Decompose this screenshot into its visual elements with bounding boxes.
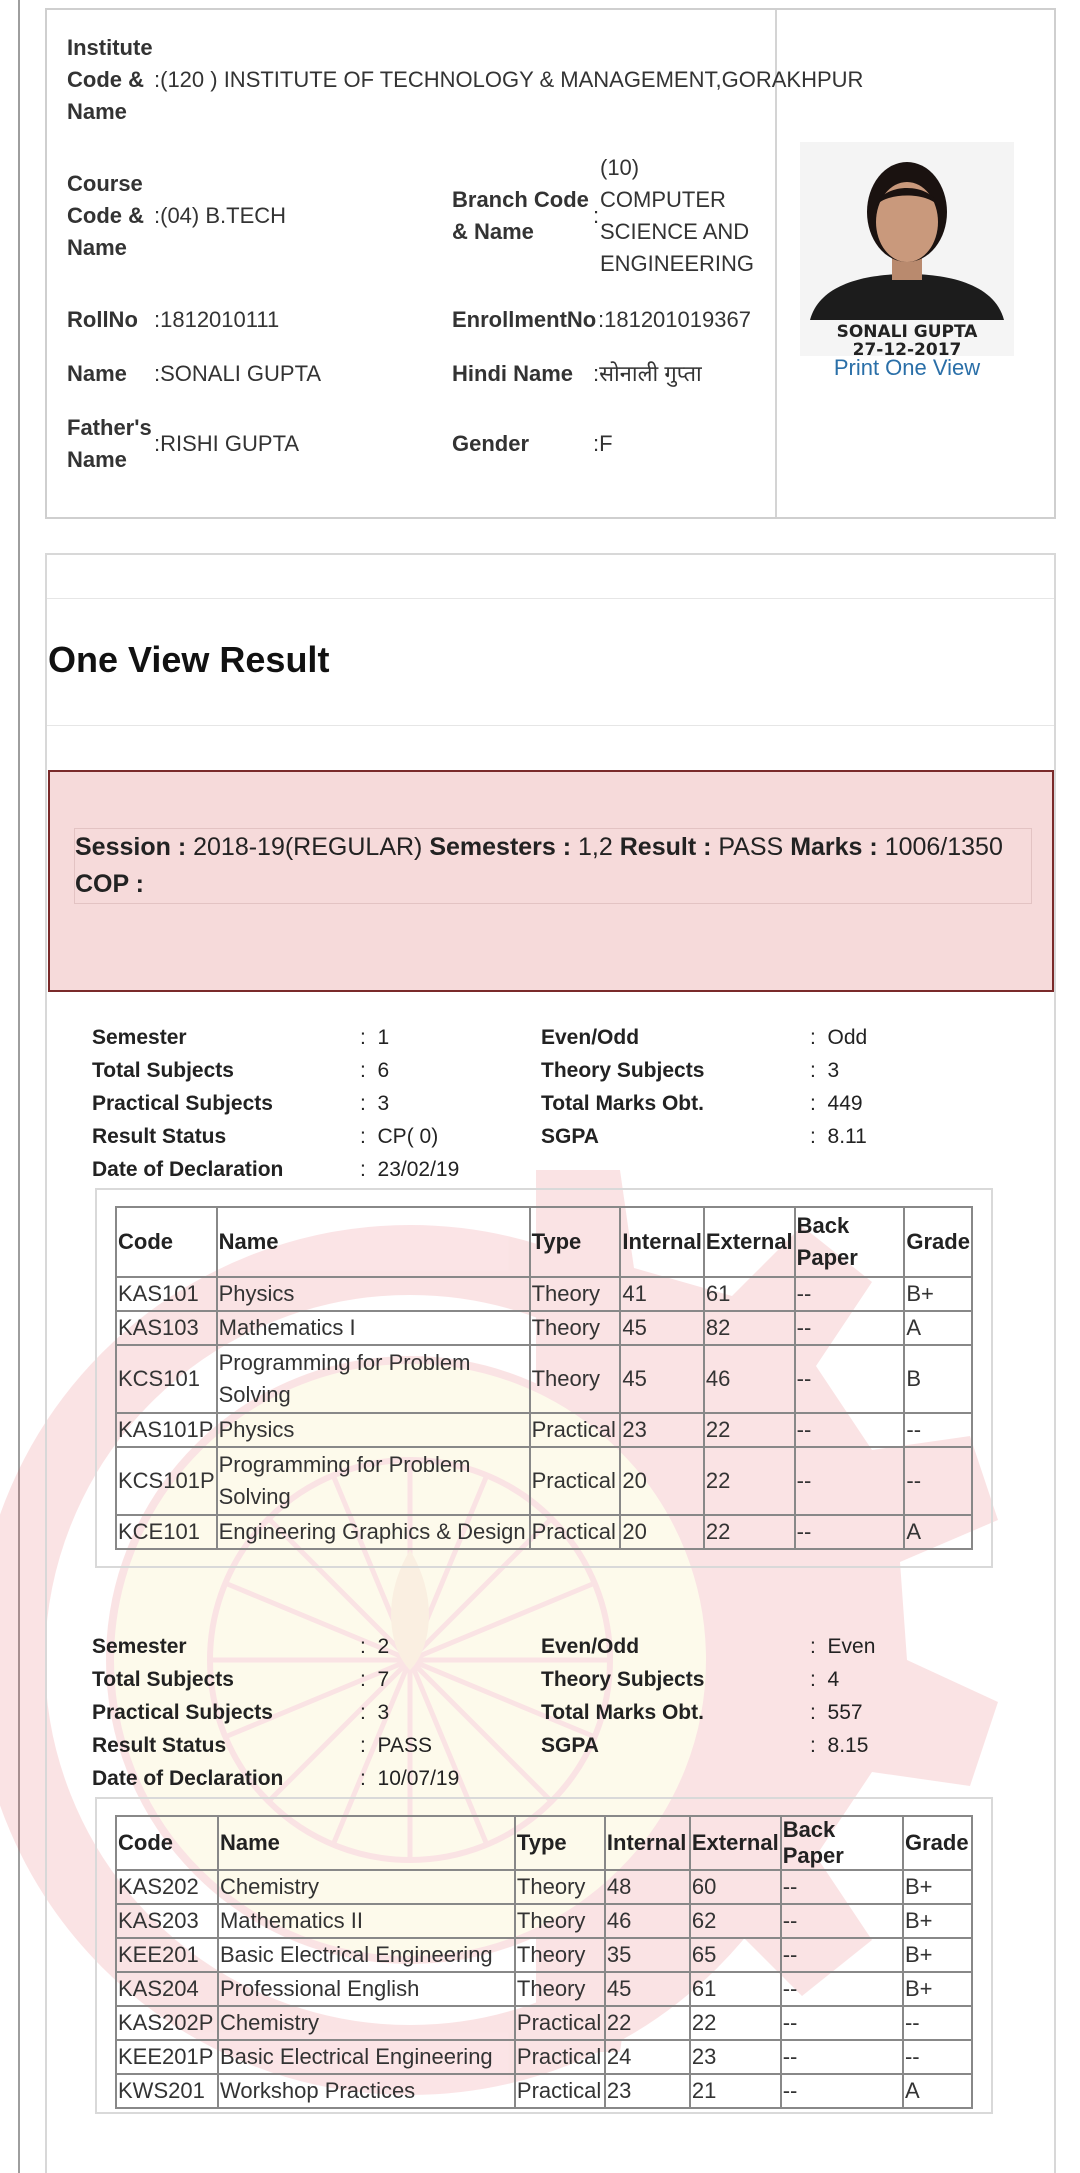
semester-label: Semester: [92, 1026, 187, 1049]
result-status-label: Result Status: [92, 1734, 227, 1757]
table-row: KAS202P Chemistry Practical 22 22 -- --: [116, 2006, 972, 2040]
marks-value: 1006/1350: [884, 833, 1003, 861]
session-value: 2018-19(REGULAR): [193, 833, 423, 861]
result-card: [45, 553, 1056, 2173]
theory-subjects-value: : 3: [810, 1059, 840, 1082]
institute-label: Institute Code & Name: [67, 35, 153, 124]
marks-label: Marks :: [790, 833, 878, 861]
column-header: Code: [116, 1816, 218, 1870]
total-marks-value: : 557: [810, 1701, 863, 1724]
sgpa-value: : 8.11: [810, 1125, 867, 1148]
semester-2-marks-table: [115, 1815, 973, 2109]
theory-subjects-value: : 4: [810, 1668, 840, 1691]
table-row: KAS202 Chemistry Theory 48 60 -- B+: [116, 1870, 972, 1904]
declaration-date-value: : 23/02/19: [360, 1158, 460, 1181]
student-photo: [800, 142, 1014, 356]
student-portrait-icon: [800, 142, 1014, 356]
even-odd-label: Even/Odd: [541, 1635, 640, 1658]
practical-subjects-value: : 3: [360, 1092, 390, 1115]
table-row: KAS103 Mathematics I Theory 45 82 -- A: [116, 1311, 972, 1345]
institute-value: :(120 ) INSTITUTE OF TECHNOLOGY & MANAGEMENT,GORAKHPUR: [154, 67, 864, 92]
column-header: Code: [116, 1207, 217, 1277]
course-label: Course Code & Name: [67, 171, 144, 260]
result-summary-box: [74, 828, 1032, 904]
gender-value: :F: [593, 431, 613, 456]
name-value: :SONALI GUPTA: [154, 361, 322, 386]
total-marks-value: : 449: [810, 1092, 863, 1115]
gender-label: Gender: [452, 431, 530, 456]
total-subjects-value: : 7: [360, 1668, 390, 1691]
svg-text:SONALI GUPTA: SONALI GUPTA: [836, 322, 978, 342]
rollno-label: RollNo: [67, 307, 138, 332]
table-row: KCS101 Programming for Problem Solving Theory 45 46 -- B: [116, 1345, 972, 1413]
semester-value: : 1: [360, 1026, 390, 1049]
course-value: :(04) B.TECH: [154, 203, 287, 228]
declaration-date-value: : 10/07/19: [360, 1767, 460, 1790]
practical-subjects-label: Practical Subjects: [92, 1092, 273, 1115]
theory-subjects-label: Theory Subjects: [541, 1059, 705, 1082]
sgpa-label: SGPA: [541, 1734, 599, 1757]
column-header: Back Paper: [795, 1207, 905, 1277]
enrollment-value: :181201019367: [598, 307, 751, 332]
enrollment-label: EnrollmentNo: [452, 307, 597, 332]
result-label: Result :: [619, 833, 712, 861]
result-status-value: : PASS: [360, 1734, 432, 1757]
semesters-value: 1,2: [578, 833, 613, 861]
student-info-card: [45, 8, 1056, 519]
table-header-row: [116, 1816, 972, 1870]
column-header: Grade: [903, 1816, 972, 1870]
hindi-name-label: Hindi Name: [452, 361, 574, 386]
hindi-name-value: :सोनाली गुप्ता: [593, 361, 702, 386]
semester-value: : 2: [360, 1635, 390, 1658]
theory-subjects-label: Theory Subjects: [541, 1668, 705, 1691]
result-value: PASS: [718, 833, 784, 861]
even-odd-value: : Odd: [810, 1026, 868, 1049]
declaration-date-label: Date of Declaration: [92, 1158, 284, 1181]
father-name-value: :RISHI GUPTA: [154, 431, 300, 456]
total-marks-label: Total Marks Obt.: [541, 1092, 704, 1115]
practical-subjects-label: Practical Subjects: [92, 1701, 273, 1724]
even-odd-value: : Even: [810, 1635, 876, 1658]
result-status-label: Result Status: [92, 1125, 227, 1148]
father-name-label: Father's Name: [67, 415, 152, 472]
total-subjects-label: Total Subjects: [92, 1668, 234, 1691]
column-header: Back Paper: [781, 1816, 903, 1870]
total-subjects-label: Total Subjects: [92, 1059, 234, 1082]
total-marks-label: Total Marks Obt.: [541, 1701, 704, 1724]
session-label: Session :: [75, 833, 187, 861]
column-header: Type: [530, 1207, 621, 1277]
result-card-separator-bottom: [47, 725, 1054, 726]
column-header: Internal: [620, 1207, 703, 1277]
table-row: KAS101P Physics Practical 23 22 -- --: [116, 1413, 972, 1447]
name-label: Name: [67, 361, 127, 386]
column-header: Name: [218, 1816, 515, 1870]
practical-subjects-value: : 3: [360, 1701, 390, 1724]
page-left-border: [18, 0, 20, 2173]
column-header: Name: [217, 1207, 530, 1277]
table-row: KEE201 Basic Electrical Engineering Theory 35 65 -- B+: [116, 1938, 972, 1972]
table-row: KCS101P Programming for Problem Solving Practical 20 22 -- --: [116, 1447, 972, 1515]
table-row: KAS203 Mathematics II Theory 46 62 -- B+: [116, 1904, 972, 1938]
even-odd-label: Even/Odd: [541, 1026, 640, 1049]
svg-text:27-12-2017: 27-12-2017: [852, 340, 962, 356]
page-title: One View Result: [48, 639, 330, 680]
total-subjects-value: : 6: [360, 1059, 390, 1082]
print-one-view-link[interactable]: Print One View: [833, 355, 981, 380]
semester-label: Semester: [92, 1635, 187, 1658]
semesters-label: Semesters :: [429, 833, 572, 861]
branch-value: (10) COMPUTER SCIENCE AND ENGINEERING: [600, 155, 755, 276]
column-header: External: [690, 1816, 781, 1870]
semester-2-table-container: [95, 1797, 993, 2114]
sgpa-value: : 8.15: [810, 1734, 869, 1757]
table-row: KWS201 Workshop Practices Practical 23 21 -- A: [116, 2074, 972, 2108]
column-header: Type: [515, 1816, 605, 1870]
table-row: KAS101 Physics Theory 41 61 -- B+: [116, 1277, 972, 1311]
table-row: KEE201P Basic Electrical Engineering Practical 24 23 -- --: [116, 2040, 972, 2074]
result-status-value: : CP( 0): [360, 1125, 439, 1148]
semester-1-marks-table: [115, 1206, 973, 1550]
result-card-separator-top: [47, 598, 1054, 599]
column-header: Grade: [904, 1207, 972, 1277]
rollno-value: :1812010111: [154, 307, 280, 332]
cop-label: COP :: [75, 870, 144, 898]
column-header: External: [704, 1207, 795, 1277]
table-row: KCE101 Engineering Graphics & Design Practical 20 22 -- A: [116, 1515, 972, 1549]
column-header: Internal: [605, 1816, 690, 1870]
table-row: KAS204 Professional English Theory 45 61 -- B+: [116, 1972, 972, 2006]
table-header-row: [116, 1207, 972, 1277]
declaration-date-label: Date of Declaration: [92, 1767, 284, 1790]
semester-1-table-container: [95, 1188, 993, 1568]
branch-colon: :: [593, 203, 600, 228]
branch-label: Branch Code & Name: [452, 187, 589, 244]
result-summary-alert: [48, 770, 1054, 992]
sgpa-label: SGPA: [541, 1125, 599, 1148]
